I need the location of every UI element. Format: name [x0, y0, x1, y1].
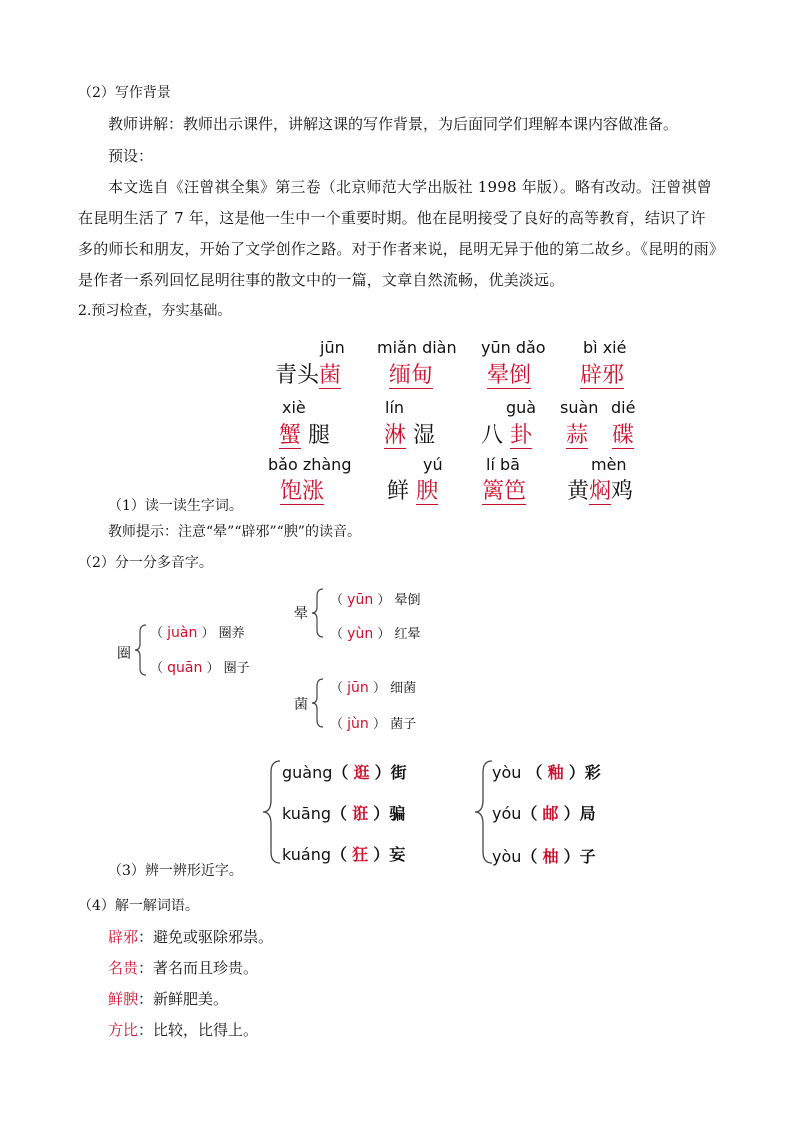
polyphone-item: （ juàn ） 圈养: [150, 625, 245, 641]
vocab-word: 八 卦: [481, 423, 533, 448]
pinyin: lín: [385, 398, 405, 417]
preset-label: 预设：: [108, 147, 154, 165]
vocab-word: 篱笆: [482, 479, 527, 504]
brace-icon: [262, 760, 282, 864]
brace-icon: [311, 588, 325, 638]
vocab-word: 鲜 腴: [387, 479, 439, 504]
polyphone-char: 晕: [294, 606, 308, 622]
sub-heading-read: （1）读一读生字词。: [108, 498, 243, 514]
polyphone-item: （ quān ） 圈子: [150, 660, 250, 676]
vocab-word: 青头菌: [275, 363, 342, 388]
pinyin: yú: [423, 455, 443, 474]
pinyin: bǎo zhàng: [268, 455, 352, 474]
similar-char-item: kuāng（ 诳 ）骗: [282, 804, 406, 823]
similar-char-item: yòu（ 柚 ）子: [492, 847, 596, 866]
pinyin: yūn dǎo: [481, 338, 546, 357]
teacher-tip: 教师提示：注意“晕”“辟邪”“腴”的读音。: [108, 524, 361, 540]
vocab-word: 蟹 腿: [279, 423, 331, 448]
pinyin: bì xié: [583, 338, 627, 357]
glossary-item: 方比：比较，比得上。: [108, 1021, 259, 1039]
polyphone-item: （ yūn ） 晕倒: [330, 592, 421, 608]
background-paragraph: 本文选自《汪曾祺全集》第三卷（北京师范大学出版社 1998 年版）。略有改动。汪曾祺曾在昆明生活了 7 年，这是他一生中一个重要时期。他在昆明接受了良好的高等教育，结识了许多的师长和朋友，开始了文学创作之路。对于作者来说，昆明无异于他的第二故乡。《昆明的雨》是作者一系列回忆昆明往事的散文中的一篇，文章自然流畅，优美淡远。: [78, 178, 717, 289]
similar-char-item: yóu（ 邮 ）局: [492, 804, 596, 823]
polyphone-item: （ jùn ） 菌子: [330, 716, 417, 732]
brace-icon: [474, 760, 494, 864]
teacher-explanation: 教师讲解：教师出示课件，讲解这课的写作背景，为后面同学们理解本课内容做准备。: [108, 115, 679, 133]
pinyin: suàn: [560, 398, 599, 417]
vocab-word: 黄焖鸡: [567, 479, 634, 504]
pinyin: guà: [506, 398, 537, 417]
polyphone-char: 菌: [294, 697, 308, 713]
similar-char-item: yòu （ 釉 ）彩: [492, 763, 601, 782]
brace-icon: [134, 624, 148, 676]
pinyin: mèn: [591, 455, 627, 474]
similar-char-item: kuáng（ 狂 ）妄: [282, 845, 406, 864]
sub-heading-similar: （3）辨一辨形近字。: [108, 863, 243, 879]
pinyin: dié: [611, 398, 636, 417]
polyphone-char: 圈: [117, 646, 131, 662]
glossary-item: 鲜腴：新鲜肥美。: [108, 990, 229, 1008]
preview-heading: 2.预习检查，夯实基础。: [78, 303, 232, 319]
vocab-word: 饱涨: [280, 479, 325, 504]
similar-char-item: guàng（ 逛 ）街: [282, 763, 407, 782]
polyphone-item: （ jūn ） 细菌: [330, 680, 417, 696]
pinyin: lí bā: [486, 455, 520, 474]
vocab-word: 辟邪: [580, 363, 625, 388]
vocab-word: 晕倒: [487, 363, 532, 388]
vocab-word: 蒜: [566, 423, 589, 448]
vocab-word: 缅甸: [389, 363, 434, 388]
glossary-item: 名贵：著名而且珍贵。: [108, 959, 259, 977]
polyphone-item: （ yùn ） 红晕: [330, 626, 421, 642]
pinyin: jūn: [320, 338, 345, 357]
glossary-item: 辟邪：避免或驱除邪祟。: [108, 928, 274, 946]
section-heading-background: （2）写作背景: [78, 85, 171, 101]
pinyin: miǎn diàn: [377, 338, 457, 357]
vocab-word: 淋 湿: [384, 423, 436, 448]
vocab-word: 碟: [612, 423, 635, 448]
pinyin: xiè: [282, 398, 306, 417]
sub-heading-polyphones: （2）分一分多音字。: [78, 555, 213, 571]
sub-heading-glossary: （4）解一解词语。: [78, 898, 199, 914]
brace-icon: [311, 678, 325, 728]
